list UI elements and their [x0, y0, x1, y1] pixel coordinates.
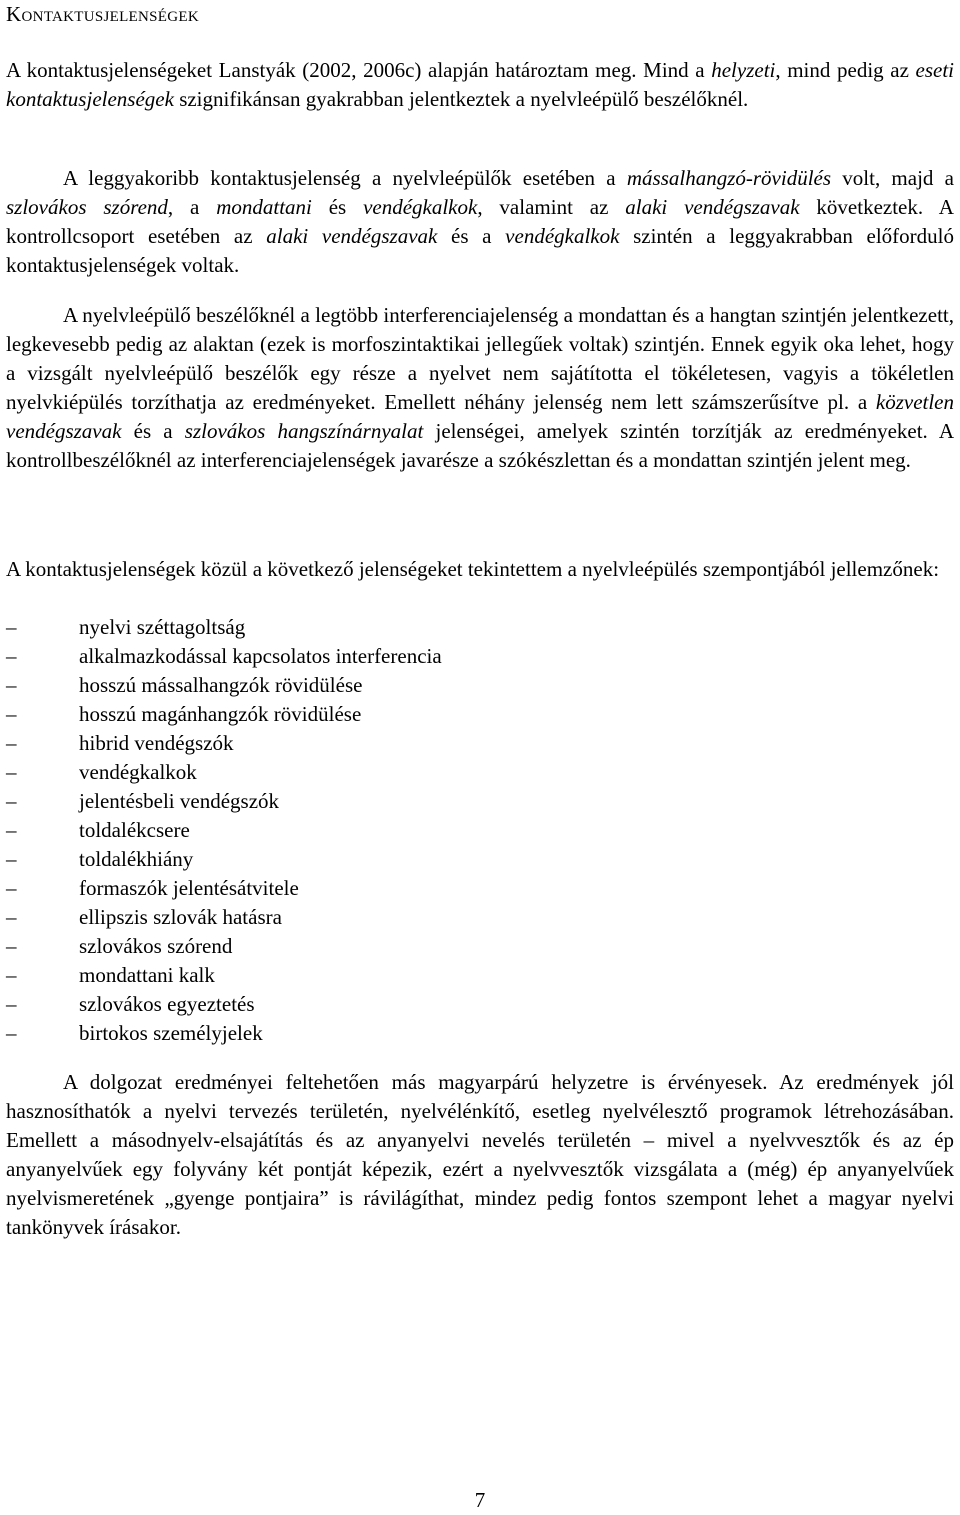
list-item — [6, 1019, 442, 1048]
text-run: szintén a leggyakrabban előforduló kontaktusjelenségek voltak. — [6, 224, 954, 277]
dash-bullet: – — [6, 818, 17, 842]
list-item — [6, 758, 442, 787]
dash-bullet: – — [6, 934, 17, 958]
italic-term: eseti kontaktusjelenségek — [6, 58, 954, 111]
paragraph-interference — [6, 301, 954, 475]
dash-bullet: – — [6, 615, 17, 639]
section-heading: Kontaktusjelenségek — [6, 2, 199, 26]
list-item — [6, 990, 442, 1019]
paragraph-conclusion — [6, 1068, 954, 1242]
list-item-text: formaszók jelentésátvitele — [79, 876, 299, 900]
list-item — [6, 932, 442, 961]
dash-bullet: – — [6, 702, 17, 726]
dash-bullet: – — [6, 1021, 17, 1045]
list-item — [6, 700, 442, 729]
italic-term: mássalhangzó-rövidülés — [626, 166, 832, 190]
text-run: A nyelvleépülő beszélőknél a legtöbb interferenciajelenség a mondattan és a hangtan szintjén jelentkezett, legkevesebb pedig az alaktan (ezek is morfoszintaktikai jellegűek voltak) szintjén. Ennek egyik oka lehet, hogy a vizsgált nyelvleépülő beszélők egy része a nyelvet nem sajátította el tökéletesen, vagyis a tökéletlen nyelvkiépülés torzíthatja az eredményeket. Emellett néhány jelenség nem lett számszerűsítve pl. a — [6, 303, 954, 414]
list-item-text: hosszú mássalhangzók rövidülése — [79, 673, 363, 697]
list-item — [6, 642, 442, 671]
italic-term: vendégkalkok — [505, 224, 620, 248]
list-item-text: jelentésbeli vendégszók — [79, 789, 280, 813]
dash-bullet: – — [6, 760, 17, 784]
paragraph-intro — [6, 56, 954, 114]
paragraph-frequency — [6, 164, 954, 280]
list-item-text: hosszú magánhangzók rövidülése — [79, 702, 362, 726]
phenomena-list — [6, 613, 442, 1048]
list-item — [6, 903, 442, 932]
list-item-text: ellipszis szlovák hatásra — [79, 905, 282, 929]
text-run: A kontaktusjelenségek közül a következő jelenségeket tekintettem a nyelvleépülés szempontjából jellemzőnek: — [6, 557, 940, 581]
dash-bullet: – — [6, 731, 17, 755]
italic-term: közvetlen vendégszavak — [6, 390, 954, 443]
list-item-text: mondattani kalk — [79, 963, 215, 987]
text-run: , valamint az — [477, 195, 626, 219]
list-item — [6, 961, 442, 990]
list-item — [6, 671, 442, 700]
italic-term: alaki vendégszavak — [266, 224, 438, 248]
page-number: 7 — [474, 1488, 486, 1512]
text-run: szignifikánsan gyakrabban jelentkeztek a nyelvleépülő beszélőknél. — [173, 87, 749, 111]
list-item-text: szlovákos egyeztetés — [79, 992, 255, 1016]
list-item-text: toldalékcsere — [79, 818, 190, 842]
text-run: , a — [167, 195, 217, 219]
paragraph-list-intro — [6, 555, 954, 584]
italic-term: szlovákos hangszínárnyalat — [184, 419, 424, 443]
text-run: , mind pedig az — [775, 58, 916, 82]
text-run: A leggyakoribb kontaktusjelenség a nyelvleépülők esetében a — [63, 166, 627, 190]
dash-bullet: – — [6, 644, 17, 668]
list-item — [6, 729, 442, 758]
text-run: jelenségei, amelyek szintén torzítják az eredményeket. A kontrollbeszélőknél az interferenciajelenségek javarésze a szókészlettan és a mondattan szintjén jelent meg. — [6, 419, 954, 472]
italic-term: helyzeti — [711, 58, 776, 82]
list-item — [6, 874, 442, 903]
text-run: és a — [437, 224, 506, 248]
dash-bullet: – — [6, 876, 17, 900]
text-run: volt, majd a — [831, 166, 954, 190]
list-item — [6, 816, 442, 845]
list-item-text: hibrid vendégszók — [79, 731, 234, 755]
italic-term: szlovákos szórend — [6, 195, 168, 219]
dash-bullet: – — [6, 963, 17, 987]
italic-term: vendégkalkok — [363, 195, 478, 219]
list-item-text: vendégkalkok — [79, 760, 197, 784]
italic-term: alaki vendégszavak — [625, 195, 800, 219]
list-item-text: nyelvi széttagoltság — [79, 615, 246, 639]
text-run: és — [311, 195, 364, 219]
list-item — [6, 845, 442, 874]
dash-bullet: – — [6, 847, 17, 871]
list-item-text: birtokos személyjelek — [79, 1021, 263, 1045]
dash-bullet: – — [6, 673, 17, 697]
list-item — [6, 787, 442, 816]
italic-term: mondattani — [216, 195, 312, 219]
list-item-text: alkalmazkodással kapcsolatos interferencia — [79, 644, 442, 668]
dash-bullet: – — [6, 992, 17, 1016]
list-item-text: szlovákos szórend — [79, 934, 233, 958]
dash-bullet: – — [6, 789, 17, 813]
text-run: A dolgozat eredményei feltehetően más magyarpárú helyzetre is érvényesek. Az eredmények jól hasznosíthatók a nyelvi tervezés területén, nyelvélénkítő, esetleg nyelvélesztő programok létrehozásában. Emellett a másodnyelv-elsajátítás és az anyanyelvi nevelés területén – mivel a nyelvvesztők és az ép anyanyelvűek egy folyvány két pontját képezik, ezért a nyelvvesztők vizsgálata a (még) ép anyanyelvűek nyelvismeretének „gyenge pontjaira” is rávilágíthat, mindez pedig fontos szempont lehet a magyar nyelvi tankönyvek írásakor. — [6, 1070, 954, 1239]
dash-bullet: – — [6, 905, 17, 929]
text-run: következtek. A kontrollcsoport esetében az — [6, 195, 954, 248]
list-item — [6, 613, 442, 642]
list-item-text: toldalékhiány — [79, 847, 194, 871]
text-run: és a — [121, 419, 185, 443]
text-run: A kontaktusjelenségeket Lanstyák (2002, 2006c) alapján határoztam meg. Mind a — [6, 58, 712, 82]
